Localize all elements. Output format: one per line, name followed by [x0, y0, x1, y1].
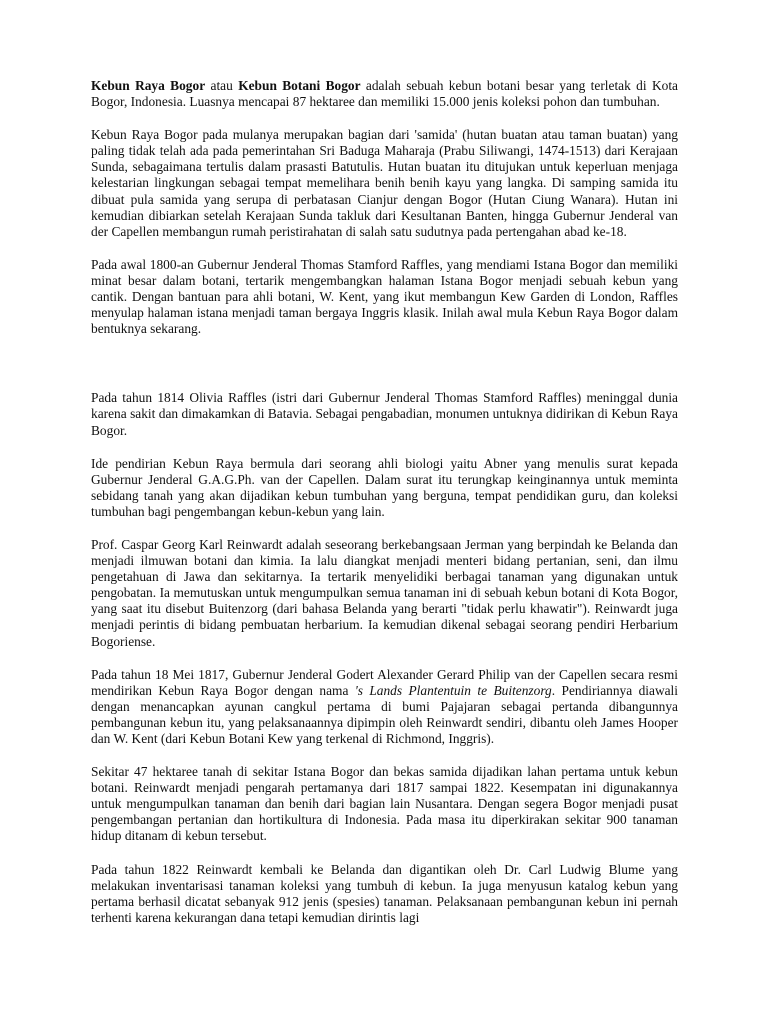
paragraph-reinwardt: Prof. Caspar Georg Karl Reinwardt adalah seseorang berkebangsaan Jerman yang berpindah ke Belanda dan menjadi ilmuwan botani dan kimia. Ia lalu diangkat menjadi menteri bidang pertanian, seni, dan ilmu pengetahuan di Jawa dan sekitarnya. Ia tertarik menyelidiki berbagai tanaman yang digunakan untuk pengobatan. Ia memutuskan untuk mengumpulkan semua tanaman ini di sebuah kebun botani di Kota Bogor, yang saat itu disebut Buitenzorg (dari bahasa Belanda yang berarti "tidak perlu khawatir"). Reinwardt juga menjadi perintis di bidang pembuatan herbarium. Ia kemudian dikenal sebagai seorang pendiri Herbarium Bogoriense.	[91, 536, 678, 649]
intro-rest: adalah sebuah kebun botani besar yang terletak di Kota Bogor, Indonesia. Luasnya mencapai 87 hektaree dan memiliki 15.000 jenis koleksi pohon dan tumbuhan.	[91, 78, 678, 110]
paragraph-intro	[91, 78, 678, 110]
intro-connector: atau	[205, 78, 239, 93]
founding-name-italic: 's Lands Plantentuin te Buitenzorg	[354, 682, 552, 698]
term-kebun-botani-bogor: Kebun Botani Bogor	[238, 78, 361, 93]
founding-text-before: Pada tahun 18 Mei 1817, Gubernur Jenderal Godert Alexander Gerard Philip van der Capellen secara resmi mendirikan Kebun Raya Bogor dengan nama	[91, 666, 678, 698]
paragraph-official-founding	[91, 667, 678, 747]
document-page	[91, 78, 678, 943]
paragraph-founding-idea: Ide pendirian Kebun Raya bermula dari seorang ahli biologi yaitu Abner yang menulis surat kepada Gubernur Jenderal G.A.G.Ph. van der Capellen. Dalam surat itu terungkap keinginannya untuk meminta sebidang tanah yang akan dijadikan kebun tumbuhan yang berguna, tempat pendidikan guru, dan koleksi tumbuhan bagi pengembangan kebun-kebun yang lain.	[91, 455, 678, 519]
paragraph-samida-history: Kebun Raya Bogor pada mulanya merupakan bagian dari 'samida' (hutan buatan atau taman buatan) yang paling tidak telah ada pada pemerintahan Sri Baduga Maharaja (Prabu Siliwangi, 1474-1513) dari Kerajaan Sunda, sebagaimana tertulis dalam prasasti Batutulis. Hutan buatan itu ditujukan untuk keperluan menjaga kelestarian lingkungan sebagai tempat memelihara benih benih kayu yang langka. Di samping samida itu dibuat pula samida yang serupa di perbatasan Cianjur dengan Bogor (Hutan Ciung Wanara). Hutan ini kemudian dibiarkan setelah Kerajaan Sunda takluk dari Kesultanan Banten, hingga Gubernur Jenderal van der Capellen membangun rumah peristirahatan di salah satu sudutnya pada pertengahan abad ke-18.	[91, 127, 678, 239]
paragraph-raffles: Pada awal 1800-an Gubernur Jenderal Thomas Stamford Raffles, yang mendiami Istana Bogor dan memiliki minat besar dalam botani, tertarik mengembangkan halaman Istana Bogor menjadi sebuah kebun yang cantik. Dengan bantuan para ahli botani, W. Kent, yang ikut membangun Kew Garden di London, Raffles menyulap halaman istana menjadi taman bergaya Inggris klasik. Inilah awal mula Kebun Raya Bogor dalam bentuknya sekarang.	[91, 256, 678, 337]
paragraph-first-land: Sekitar 47 hektaree tanah di sekitar Istana Bogor dan bekas samida dijadikan lahan pertama untuk kebun botani. Reinwardt menjadi pengarah pertamanya dari 1817 sampai 1822. Kesempatan ini digunakannya untuk mengumpulkan tanaman dan benih dari bagian lain Nusantara. Dengan segera Bogor menjadi pusat pengembangan pertanian dan hortikultura di Indonesia. Pada masa itu diperkirakan sekitar 900 tanaman hidup ditanam di kebun tersebut.	[91, 764, 678, 844]
paragraph-blume: Pada tahun 1822 Reinwardt kembali ke Belanda dan digantikan oleh Dr. Carl Ludwig Blume yang melakukan inventarisasi tanaman koleksi yang tumbuh di kebun. Ia juga menyusun katalog kebun yang pertama berhasil dicatat sebanyak 912 jenis (spesies) tanaman. Pelaksanaan pembangunan kebun ini pernah terhenti karena kekurangan dana tetapi kemudian dirintis lagi	[91, 861, 678, 925]
paragraph-olivia-raffles: Pada tahun 1814 Olivia Raffles (istri dari Gubernur Jenderal Thomas Stamford Raffles) meninggal dunia karena sakit dan dimakamkan di Batavia. Sebagai pengabadian, monumen untuknya didirikan di Kebun Raya Bogor.	[91, 390, 678, 438]
founding-text-after: . Pendiriannya diawali dengan menancapkan ayunan cangkul pertama di bumi Pajajaran sebagai pertanda dibangunnya pembangunan kebun itu, yang pelaksanaannya dipimpin oleh Reinwardt sendiri, dibantu oleh James Hooper dan W. Kent (dari Kebun Botani Kew yang terkenal di Richmond, Inggris).	[91, 682, 678, 746]
term-kebun-raya-bogor: Kebun Raya Bogor	[91, 78, 206, 93]
